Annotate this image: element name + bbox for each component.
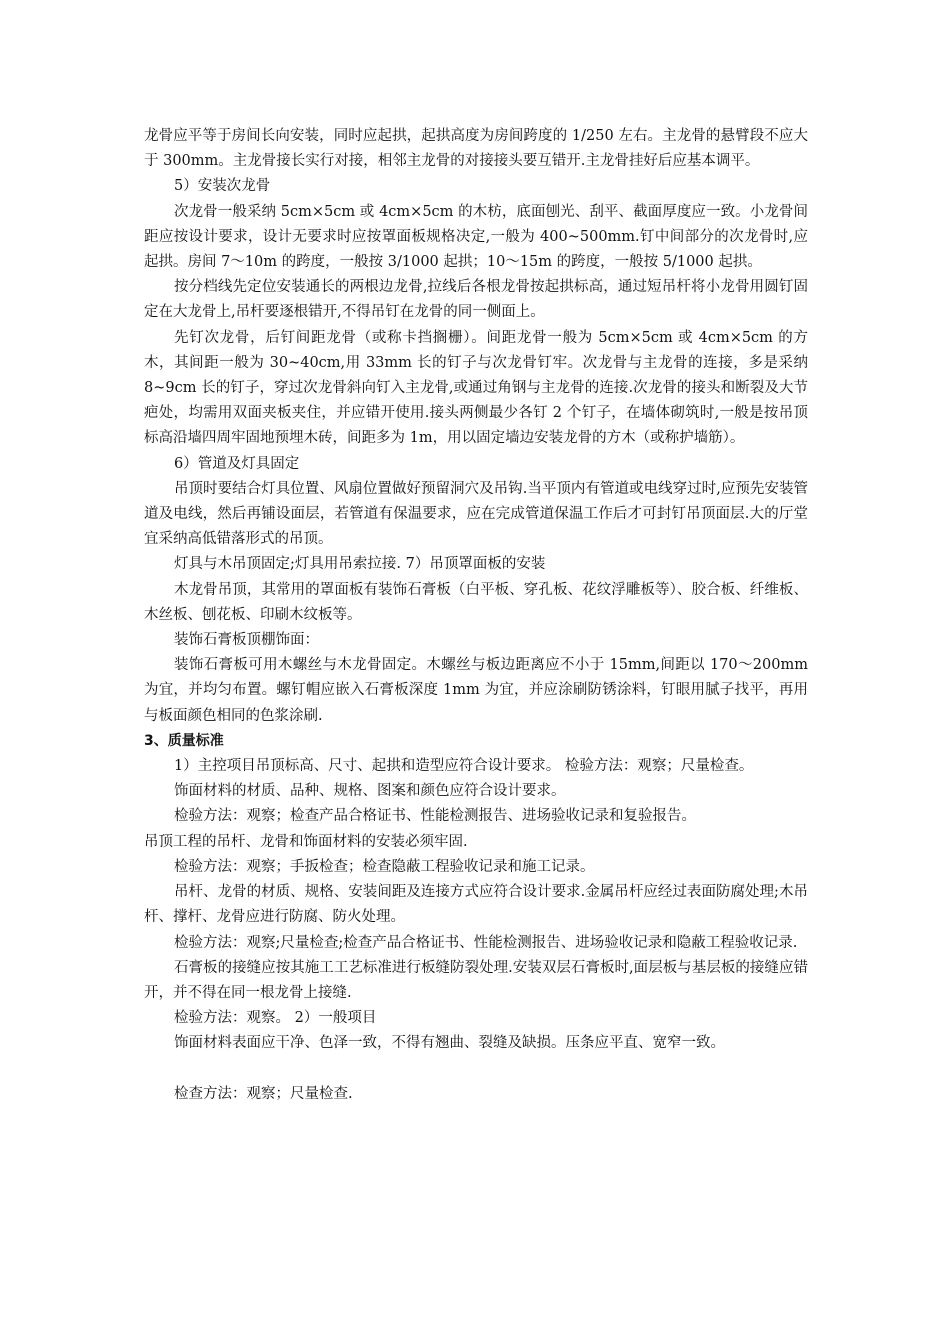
blank-line bbox=[144, 1057, 808, 1082]
paragraph-inspection-method-2: 检验方法：观察；手扳检查；检查隐蔽工程验收记录和施工记录。 bbox=[174, 858, 595, 875]
paragraph-secondary-keel-spec: 次龙骨一般采纳 5cm×5cm 或 4cm×5cm 的木枋，底面刨光、刮平、截面厚度应一致。小龙骨间距应按设计要求，设计无要求时应按罩面板规格决定,一般为 400~500mm.钉中间部分的次龙骨时,应起拱。房间 7～10m 的跨度，一般按 3/1000 起拱；10～15m 的跨度，一般按 5/1000 起拱。 bbox=[144, 203, 808, 271]
paragraph-check-method-final: 检查方法：观察；尺量检查. bbox=[174, 1085, 353, 1102]
paragraph-main-control-items: 1）主控项目吊顶标高、尺寸、起拱和造型应符合设计要求。 检验方法：观察；尺量检查。 bbox=[174, 758, 754, 775]
paragraph-edge-keel: 按分档线先定位安装通长的两根边龙骨,拉线后各根龙骨按起拱标高，通过短吊杆将小龙骨用圆钉固定在大龙骨上,吊杆要逐根错开,不得吊钉在龙骨的同一侧面上。 bbox=[144, 279, 808, 321]
paragraph-pipe-lamp: 吊顶时要结合灯具位置、风扇位置做好预留洞穴及吊钩.当平顶内有管道或电线穿过时,应预先安装管道及电线，然后再铺设面层，若管道有保温要求，应在完成管道保温工作后才可封钉吊顶面层.大的厅堂宜采纳高低错落形式的吊顶。 bbox=[144, 480, 808, 548]
paragraph-lamp-fixing: 灯具与木吊顶固定;灯具用吊索拉接. 7）吊顶罩面板的安装 bbox=[174, 556, 546, 573]
heading-install-secondary-keel: 5）安装次龙骨 bbox=[174, 178, 271, 195]
paragraph-inspection-method-1: 检验方法：观察；检查产品合格证书、性能检测报告、进场验收记录和复验报告。 bbox=[174, 808, 696, 825]
paragraph-hanger-keel-material: 吊杆、龙骨的材质、规格、安装间距及连接方式应符合设计要求.金属吊杆应经过表面防腐处理;木吊杆、撑杆、龙骨应进行防腐、防火处理。 bbox=[144, 884, 808, 926]
paragraph-spacing-keel: 先钉次龙骨，后钉间距龙骨（或称卡挡搁栅）。间距龙骨一般为 5cm×5cm 或 4cm×5cm 的方木，其间距一般为 30~40cm,用 33mm 长的钉子与次龙骨钉牢。次龙骨与主龙骨的连接，多是采纳 8~9cm 长的钉子，穿过次龙骨斜向钉入主龙骨,或通过角钢与主龙骨的连接.次龙骨的接头和断裂及大节疤处，均需用双面夹板夹住，并应错开使用.接头两侧最少各钉 2 个钉子，在墙体砌筑时,一般是按吊顶标高沿墙四周牢固地预埋木砖，间距多为 1m，用以固定墙边安装龙骨的方木（或称护墙筋）。 bbox=[144, 329, 808, 447]
paragraph-gypsum-joints: 石膏板的接缝应按其施工工艺标准进行板缝防裂处理.安装双层石膏板时,面层板与基层板的接缝应错开，并不得在同一根龙骨上接缝. bbox=[144, 959, 808, 1001]
paragraph-cover-panels: 木龙骨吊顶，其常用的罩面板有装饰石膏板（白平板、穿孔板、花纹浮雕板等）、胶合板、纤维板、木丝板、刨花板、印刷木纹板等。 bbox=[144, 581, 808, 623]
paragraph-inspection-method-3: 检验方法：观察;尺量检查;检查产品合格证书、性能检测报告、进场验收记录和隐蔽工程验收记录. bbox=[174, 934, 798, 951]
paragraph-gypsum-fixing: 装饰石膏板可用木螺丝与木龙骨固定。木螺丝与板边距离应不小于 15mm,间距以 170～200mm 为宜，并均匀布置。螺钉帽应嵌入石膏板深度 1mm 为宜，并应涂刷防锈涂料，钉眼用腻子找平，再用与板面颜色相同的色浆涂刷. bbox=[144, 657, 808, 724]
document-page bbox=[144, 124, 808, 1107]
heading-pipe-lamp-fixing: 6）管道及灯具固定 bbox=[174, 455, 300, 472]
paragraph-finish-material: 饰面材料的材质、品种、规格、图案和颜色应符合设计要求。 bbox=[174, 783, 566, 800]
paragraph-installation-firm: 吊顶工程的吊杆、龙骨和饰面材料的安装必须牢固. bbox=[144, 833, 468, 850]
paragraph-main-keel: 龙骨应平等于房间长向安装，同时应起拱，起拱高度为房间跨度的 1/250 左右。主龙骨的悬臂段不应大于 300mm。主龙骨接长实行对接，相邻主龙骨的对接接头要互错开.主龙骨挂好后应基本调平。 bbox=[144, 128, 808, 170]
paragraph-inspection-general-items: 检验方法：观察。 2）一般项目 bbox=[174, 1010, 377, 1027]
heading-gypsum-ceiling: 装饰石膏板顶棚饰面： bbox=[174, 632, 319, 649]
paragraph-finish-surface: 饰面材料表面应干净、色泽一致，不得有翘曲、裂缝及缺损。压条应平直、宽窄一致。 bbox=[174, 1035, 725, 1052]
section-heading-quality-standard: 3、质量标准 bbox=[144, 732, 224, 749]
